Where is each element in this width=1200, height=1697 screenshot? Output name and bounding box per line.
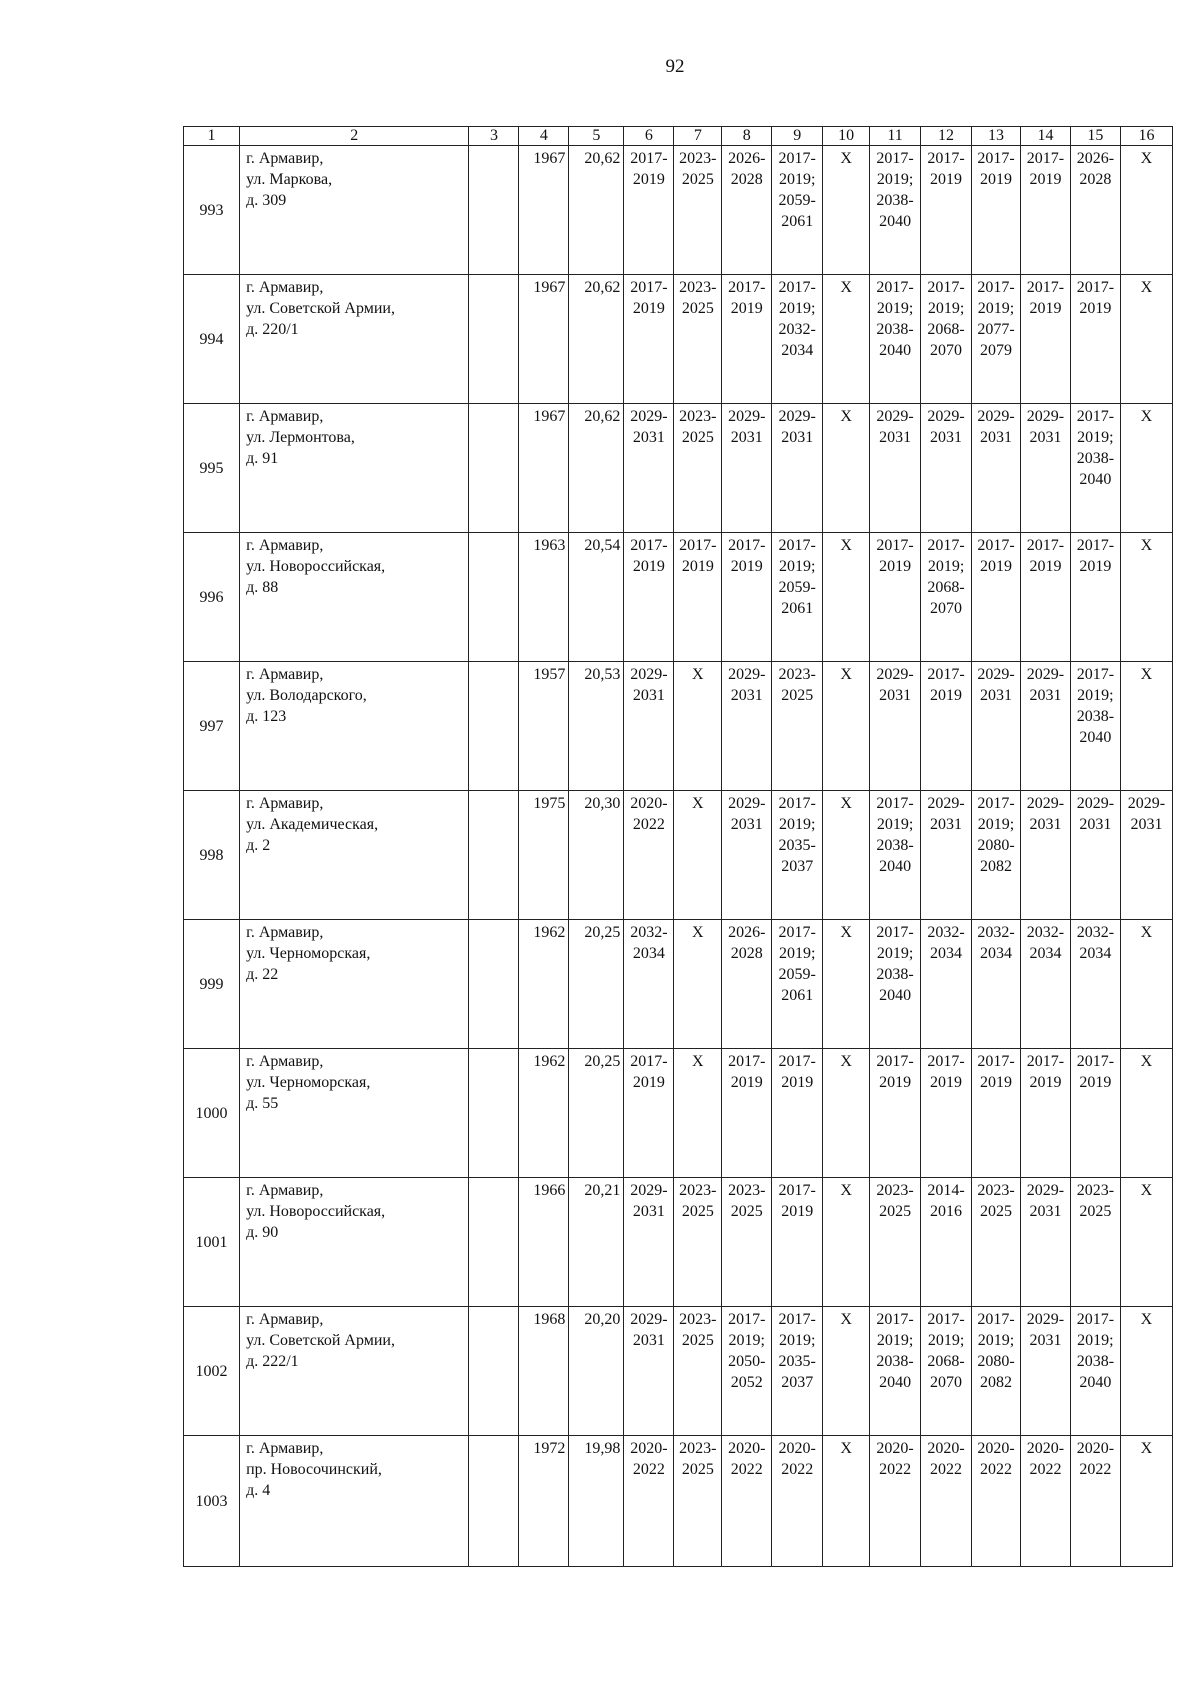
- column-header-3: 3: [469, 127, 519, 146]
- period-cell-c7: 2023- 2025: [674, 1178, 722, 1307]
- column-header-8: 8: [722, 127, 772, 146]
- row-number: 1001: [184, 1178, 240, 1307]
- value-cell-c4: 1962: [519, 920, 569, 1049]
- value-cell-c5: 20,25: [569, 920, 624, 1049]
- column-header-16: 16: [1120, 127, 1172, 146]
- period-cell-c6: 2029- 2031: [624, 1178, 674, 1307]
- period-cell-c15: 2017- 2019: [1070, 1049, 1120, 1178]
- period-cell-c14: 2017- 2019: [1020, 275, 1070, 404]
- period-cell-c15: 2017- 2019; 2038- 2040: [1070, 1307, 1120, 1436]
- period-cell-c10: X: [823, 404, 870, 533]
- period-cell-c10: X: [823, 1049, 870, 1178]
- period-cell-c13: 2017- 2019; 2080- 2082: [972, 1307, 1021, 1436]
- column-header-12: 12: [921, 127, 972, 146]
- period-cell-c7: X: [674, 662, 722, 791]
- period-cell-c15: 2029- 2031: [1070, 791, 1120, 920]
- period-cell-c9: 2017- 2019; 2035- 2037: [772, 1307, 823, 1436]
- value-cell-c5: 20,62: [569, 275, 624, 404]
- address-cell: г. Армавир, ул. Черноморская, д. 22: [240, 920, 469, 1049]
- period-cell-c10: X: [823, 533, 870, 662]
- row-number: 997: [184, 662, 240, 791]
- period-cell-c12: 2029- 2031: [921, 404, 972, 533]
- period-cell-c9: 2017- 2019; 2059- 2061: [772, 146, 823, 275]
- column-header-14: 14: [1020, 127, 1070, 146]
- column-header-4: 4: [519, 127, 569, 146]
- period-cell-c7: 2023- 2025: [674, 146, 722, 275]
- table-row: [184, 662, 1173, 791]
- period-cell-c10: X: [823, 146, 870, 275]
- page-number: 92: [665, 56, 685, 77]
- table-row: [184, 1436, 1173, 1567]
- period-cell-c12: 2017- 2019; 2068- 2070: [921, 1307, 972, 1436]
- period-cell-c7: 2023- 2025: [674, 404, 722, 533]
- period-cell-c9: 2020- 2022: [772, 1436, 823, 1567]
- period-cell-c11: 2020- 2022: [870, 1436, 921, 1567]
- period-cell-c7: X: [674, 1049, 722, 1178]
- period-cell-c16: X: [1120, 662, 1172, 791]
- period-cell-c7: 2023- 2025: [674, 1436, 722, 1567]
- period-cell-c8: 2017- 2019: [722, 533, 772, 662]
- period-cell-c11: 2029- 2031: [870, 404, 921, 533]
- period-cell-c12: 2017- 2019: [921, 662, 972, 791]
- period-cell-c13: 2020- 2022: [972, 1436, 1021, 1567]
- value-cell-c5: 20,53: [569, 662, 624, 791]
- header-row: [184, 127, 1173, 146]
- period-cell-c6: 2029- 2031: [624, 662, 674, 791]
- column-header-6: 6: [624, 127, 674, 146]
- period-cell-c12: 2029- 2031: [921, 791, 972, 920]
- period-cell-c3: [469, 146, 519, 275]
- period-cell-c10: X: [823, 275, 870, 404]
- address-cell: г. Армавир, пр. Новосочинский, д. 4: [240, 1436, 469, 1567]
- period-cell-c14: 2029- 2031: [1020, 404, 1070, 533]
- period-cell-c8: 2026- 2028: [722, 146, 772, 275]
- column-header-11: 11: [870, 127, 921, 146]
- period-cell-c8: 2023- 2025: [722, 1178, 772, 1307]
- period-cell-c16: X: [1120, 1178, 1172, 1307]
- value-cell-c5: 20,62: [569, 404, 624, 533]
- column-header-10: 10: [823, 127, 870, 146]
- value-cell-c4: 1962: [519, 1049, 569, 1178]
- period-cell-c12: 2017- 2019: [921, 1049, 972, 1178]
- period-cell-c11: 2029- 2031: [870, 662, 921, 791]
- period-cell-c9: 2017- 2019; 2059- 2061: [772, 920, 823, 1049]
- table-row: [184, 920, 1173, 1049]
- table-row: [184, 1178, 1173, 1307]
- period-cell-c11: 2017- 2019; 2038- 2040: [870, 791, 921, 920]
- row-number: 995: [184, 404, 240, 533]
- address-cell: г. Армавир, ул. Маркова, д. 309: [240, 146, 469, 275]
- period-cell-c13: 2017- 2019: [972, 1049, 1021, 1178]
- period-cell-c16: 2029- 2031: [1120, 791, 1172, 920]
- period-cell-c16: X: [1120, 275, 1172, 404]
- period-cell-c16: X: [1120, 146, 1172, 275]
- period-cell-c13: 2023- 2025: [972, 1178, 1021, 1307]
- period-cell-c14: 2029- 2031: [1020, 1307, 1070, 1436]
- period-cell-c15: 2017- 2019: [1070, 275, 1120, 404]
- value-cell-c5: 20,20: [569, 1307, 624, 1436]
- period-cell-c8: 2017- 2019; 2050- 2052: [722, 1307, 772, 1436]
- period-cell-c8: 2029- 2031: [722, 404, 772, 533]
- value-cell-c5: 20,21: [569, 1178, 624, 1307]
- period-cell-c11: 2017- 2019: [870, 533, 921, 662]
- period-cell-c14: 2032- 2034: [1020, 920, 1070, 1049]
- row-number: 1000: [184, 1049, 240, 1178]
- row-number: 999: [184, 920, 240, 1049]
- period-cell-c14: 2029- 2031: [1020, 1178, 1070, 1307]
- address-cell: г. Армавир, ул. Черноморская, д. 55: [240, 1049, 469, 1178]
- period-cell-c7: 2017- 2019: [674, 533, 722, 662]
- value-cell-c4: 1967: [519, 404, 569, 533]
- period-cell-c8: 2017- 2019: [722, 275, 772, 404]
- period-cell-c11: 2017- 2019; 2038- 2040: [870, 146, 921, 275]
- period-cell-c3: [469, 662, 519, 791]
- registry-table: [183, 126, 1173, 1567]
- address-cell: г. Армавир, ул. Советской Армии, д. 222/1: [240, 1307, 469, 1436]
- period-cell-c13: 2017- 2019: [972, 533, 1021, 662]
- period-cell-c10: X: [823, 1178, 870, 1307]
- value-cell-c4: 1972: [519, 1436, 569, 1567]
- period-cell-c16: X: [1120, 404, 1172, 533]
- period-cell-c14: 2017- 2019: [1020, 1049, 1070, 1178]
- row-number: 996: [184, 533, 240, 662]
- table-row: [184, 533, 1173, 662]
- period-cell-c10: X: [823, 791, 870, 920]
- period-cell-c11: 2023- 2025: [870, 1178, 921, 1307]
- period-cell-c6: 2017- 2019: [624, 533, 674, 662]
- period-cell-c12: 2032- 2034: [921, 920, 972, 1049]
- row-number: 1003: [184, 1436, 240, 1567]
- period-cell-c3: [469, 1049, 519, 1178]
- value-cell-c4: 1967: [519, 146, 569, 275]
- period-cell-c10: X: [823, 920, 870, 1049]
- period-cell-c3: [469, 920, 519, 1049]
- period-cell-c10: X: [823, 1436, 870, 1567]
- value-cell-c5: 19,98: [569, 1436, 624, 1567]
- period-cell-c13: 2017- 2019: [972, 146, 1021, 275]
- period-cell-c3: [469, 1178, 519, 1307]
- period-cell-c13: 2029- 2031: [972, 404, 1021, 533]
- period-cell-c12: 2017- 2019; 2068- 2070: [921, 533, 972, 662]
- table-row: [184, 146, 1173, 275]
- period-cell-c11: 2017- 2019; 2038- 2040: [870, 1307, 921, 1436]
- period-cell-c7: X: [674, 791, 722, 920]
- period-cell-c3: [469, 275, 519, 404]
- period-cell-c12: 2020- 2022: [921, 1436, 972, 1567]
- period-cell-c16: X: [1120, 1436, 1172, 1567]
- period-cell-c8: 2017- 2019: [722, 1049, 772, 1178]
- period-cell-c16: X: [1120, 1049, 1172, 1178]
- period-cell-c14: 2029- 2031: [1020, 791, 1070, 920]
- period-cell-c10: X: [823, 1307, 870, 1436]
- period-cell-c9: 2017- 2019: [772, 1049, 823, 1178]
- period-cell-c14: 2020- 2022: [1020, 1436, 1070, 1567]
- period-cell-c7: 2023- 2025: [674, 275, 722, 404]
- period-cell-c15: 2032- 2034: [1070, 920, 1120, 1049]
- period-cell-c11: 2017- 2019; 2038- 2040: [870, 920, 921, 1049]
- period-cell-c6: 2032- 2034: [624, 920, 674, 1049]
- period-cell-c3: [469, 791, 519, 920]
- period-cell-c6: 2020- 2022: [624, 791, 674, 920]
- period-cell-c6: 2029- 2031: [624, 404, 674, 533]
- value-cell-c5: 20,30: [569, 791, 624, 920]
- value-cell-c4: 1975: [519, 791, 569, 920]
- period-cell-c15: 2017- 2019: [1070, 533, 1120, 662]
- table-row: [184, 1307, 1173, 1436]
- address-cell: г. Армавир, ул. Советской Армии, д. 220/1: [240, 275, 469, 404]
- table-row: [184, 404, 1173, 533]
- period-cell-c13: 2017- 2019; 2077- 2079: [972, 275, 1021, 404]
- period-cell-c9: 2017- 2019; 2059- 2061: [772, 533, 823, 662]
- column-header-15: 15: [1070, 127, 1120, 146]
- column-header-9: 9: [772, 127, 823, 146]
- period-cell-c3: [469, 404, 519, 533]
- period-cell-c8: 2026- 2028: [722, 920, 772, 1049]
- period-cell-c13: 2017- 2019; 2080- 2082: [972, 791, 1021, 920]
- period-cell-c8: 2029- 2031: [722, 791, 772, 920]
- period-cell-c15: 2026- 2028: [1070, 146, 1120, 275]
- period-cell-c15: 2017- 2019; 2038- 2040: [1070, 662, 1120, 791]
- table-row: [184, 791, 1173, 920]
- address-cell: г. Армавир, ул. Академическая, д. 2: [240, 791, 469, 920]
- period-cell-c13: 2029- 2031: [972, 662, 1021, 791]
- column-header-1: 1: [184, 127, 240, 146]
- table-row: [184, 275, 1173, 404]
- period-cell-c7: X: [674, 920, 722, 1049]
- address-cell: г. Армавир, ул. Володарского, д. 123: [240, 662, 469, 791]
- column-header-5: 5: [569, 127, 624, 146]
- period-cell-c9: 2017- 2019; 2032- 2034: [772, 275, 823, 404]
- period-cell-c16: X: [1120, 1307, 1172, 1436]
- value-cell-c4: 1963: [519, 533, 569, 662]
- period-cell-c3: [469, 533, 519, 662]
- value-cell-c4: 1966: [519, 1178, 569, 1307]
- period-cell-c7: 2023- 2025: [674, 1307, 722, 1436]
- period-cell-c9: 2023- 2025: [772, 662, 823, 791]
- period-cell-c3: [469, 1436, 519, 1567]
- period-cell-c6: 2029- 2031: [624, 1307, 674, 1436]
- address-cell: г. Армавир, ул. Лермонтова, д. 91: [240, 404, 469, 533]
- period-cell-c11: 2017- 2019; 2038- 2040: [870, 275, 921, 404]
- column-header-2: 2: [240, 127, 469, 146]
- period-cell-c9: 2017- 2019; 2035- 2037: [772, 791, 823, 920]
- address-cell: г. Армавир, ул. Новороссийская, д. 88: [240, 533, 469, 662]
- period-cell-c16: X: [1120, 533, 1172, 662]
- period-cell-c6: 2017- 2019: [624, 1049, 674, 1178]
- value-cell-c5: 20,25: [569, 1049, 624, 1178]
- period-cell-c12: 2017- 2019; 2068- 2070: [921, 275, 972, 404]
- period-cell-c13: 2032- 2034: [972, 920, 1021, 1049]
- period-cell-c6: 2017- 2019: [624, 146, 674, 275]
- period-cell-c14: 2017- 2019: [1020, 533, 1070, 662]
- value-cell-c4: 1967: [519, 275, 569, 404]
- value-cell-c5: 20,54: [569, 533, 624, 662]
- period-cell-c15: 2020- 2022: [1070, 1436, 1120, 1567]
- period-cell-c12: 2017- 2019: [921, 146, 972, 275]
- period-cell-c12: 2014- 2016: [921, 1178, 972, 1307]
- period-cell-c6: 2020- 2022: [624, 1436, 674, 1567]
- value-cell-c5: 20,62: [569, 146, 624, 275]
- value-cell-c4: 1957: [519, 662, 569, 791]
- period-cell-c9: 2029- 2031: [772, 404, 823, 533]
- period-cell-c16: X: [1120, 920, 1172, 1049]
- address-cell: г. Армавир, ул. Новороссийская, д. 90: [240, 1178, 469, 1307]
- period-cell-c15: 2017- 2019; 2038- 2040: [1070, 404, 1120, 533]
- period-cell-c6: 2017- 2019: [624, 275, 674, 404]
- period-cell-c14: 2029- 2031: [1020, 662, 1070, 791]
- table-body: [184, 127, 1173, 1567]
- period-cell-c8: 2029- 2031: [722, 662, 772, 791]
- period-cell-c14: 2017- 2019: [1020, 146, 1070, 275]
- period-cell-c8: 2020- 2022: [722, 1436, 772, 1567]
- row-number: 998: [184, 791, 240, 920]
- row-number: 994: [184, 275, 240, 404]
- period-cell-c11: 2017- 2019: [870, 1049, 921, 1178]
- period-cell-c15: 2023- 2025: [1070, 1178, 1120, 1307]
- row-number: 993: [184, 146, 240, 275]
- column-header-13: 13: [972, 127, 1021, 146]
- period-cell-c9: 2017- 2019: [772, 1178, 823, 1307]
- row-number: 1002: [184, 1307, 240, 1436]
- period-cell-c3: [469, 1307, 519, 1436]
- table-row: [184, 1049, 1173, 1178]
- column-header-7: 7: [674, 127, 722, 146]
- period-cell-c10: X: [823, 662, 870, 791]
- value-cell-c4: 1968: [519, 1307, 569, 1436]
